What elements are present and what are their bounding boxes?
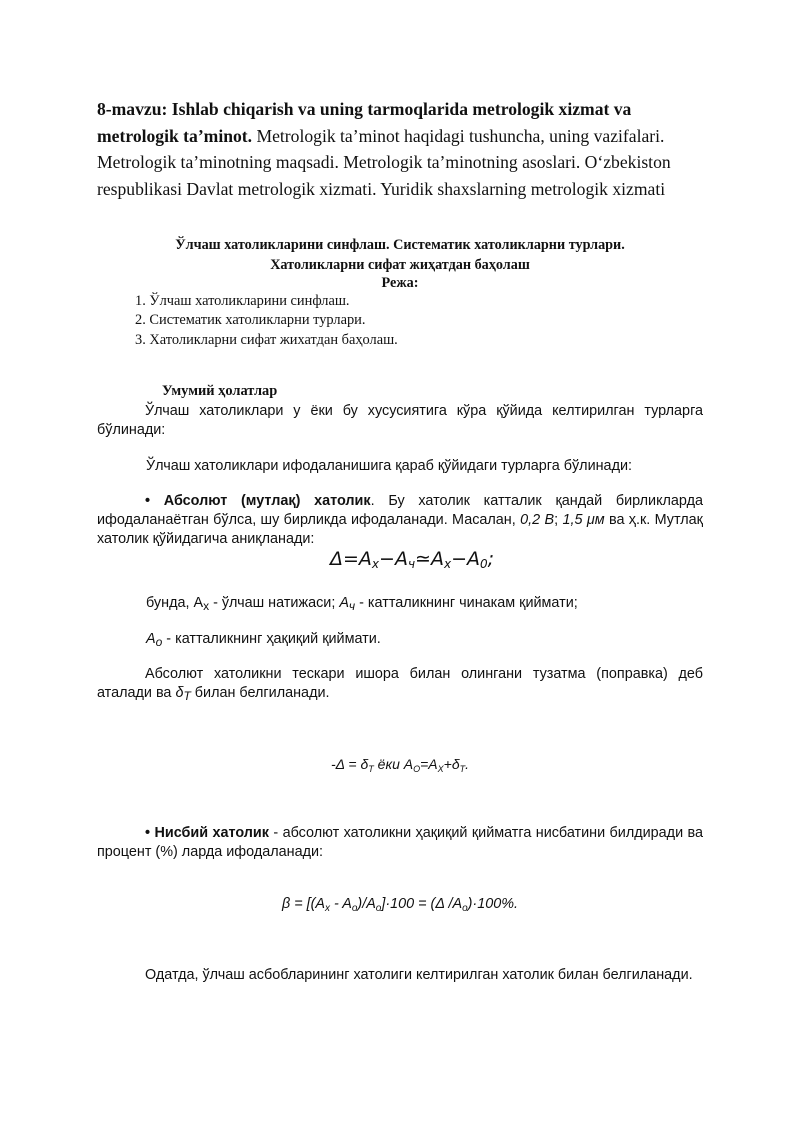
lecture-title-line1: Ўлчаш хатоликларини синфлаш. Систематик хатоликларни турлари. (175, 237, 625, 253)
paragraph-error-classes: Ўлчаш хатоликлари у ёки бу хусусиятига кўра қўйида келтирилган турларга бўлинади: (97, 403, 703, 439)
topic-description: Metrologik ta’minot haqidagi tushuncha, uning vazifalari. Metrologik ta’minotning maqsadi. Metrologik ta’minotning asoslari. O‘zbekiston respublikasi Davlat metrologik xizmati. Yuridik shaxslarning metrologik xizmati (97, 125, 671, 200)
paragraph-instrument-error: Одатда, ўлчаш асбобларининг хатолиги келтирилган хатолик билан белгиланади. (145, 967, 693, 983)
plan-item: 2. Систематик хатоликларни турлари. (135, 312, 366, 329)
paragraph-correction: Абсолют хатоликни тескари ишора билан олингани тузатма (поправка) деб аталади ва $\delta_T$ билан белгиланади. (97, 666, 703, 704)
topic-header (97, 96, 707, 203)
section-heading: Умумий ҳолатлар (162, 383, 278, 399)
topic-title: 8-mavzu: Ishlab chiqarish va uning tarmoqlarida metrologik xizmat va metrologik ta’minot. (97, 99, 632, 146)
bullet: • (145, 825, 151, 841)
term-absolute-error: Абсолют (мутлақ) хатолик (163, 493, 371, 509)
plan-item: 3. Хатоликларни сифат жихатдан баҳолаш. (135, 331, 398, 348)
paragraph-absolute-error: • Абсолют (мутлақ) хатолик. Бу хатолик катталик қандай бирликларда ифодаланаётган бўлса, шу бирликда ифодаланади. Масалан, 0,2 В; 1,5 μм ва ҳ.к. Мутлақ хатолик қўйидагича аниқланади: (97, 493, 704, 548)
term-relative-error: Нисбий хатолик (154, 825, 269, 841)
paragraph-where-a0: $A_o$ - катталикнинг ҳақиқий қиймати. (146, 631, 381, 649)
formula-absolute-error: $\Delta=A_x-A_ч≃A_x-A_0$; (330, 548, 495, 571)
formula-correction: $-\Delta = \delta_T$ ёки $A_O=A_X+\delta_T$. (331, 756, 469, 774)
plan-list (135, 292, 398, 350)
plan-item: 1. Ўлчаш хатоликларини синфлаш. (135, 293, 350, 309)
plan-label: Режа: (381, 275, 419, 291)
paragraph-expression-types: Ўлчаш хатоликлари ифодаланишига қараб қўйидаги турларга бўлинади: (146, 458, 632, 474)
paragraph-relative-error: • Нисбий хатолик - абсолют хатоликни ҳақиқий қийматга нисбатини билдиради ва процент (%) ларда ифодаланади: (97, 825, 703, 861)
formula-relative-error: $\beta = [(A_x - A_o)/A_o]\cdot 100 = (\Delta$ $/A_o)\cdot 100\%$. (281, 896, 519, 914)
bullet: • (145, 493, 151, 509)
lecture-title-line2: Хатоликларни сифат жиҳатдан баҳолаш (270, 257, 530, 273)
paragraph-where-ax: бунда, $A_x$ - ўлчаш натижаси; $A_ч$ - катталикнинг чинакам қиймати; (146, 595, 578, 613)
